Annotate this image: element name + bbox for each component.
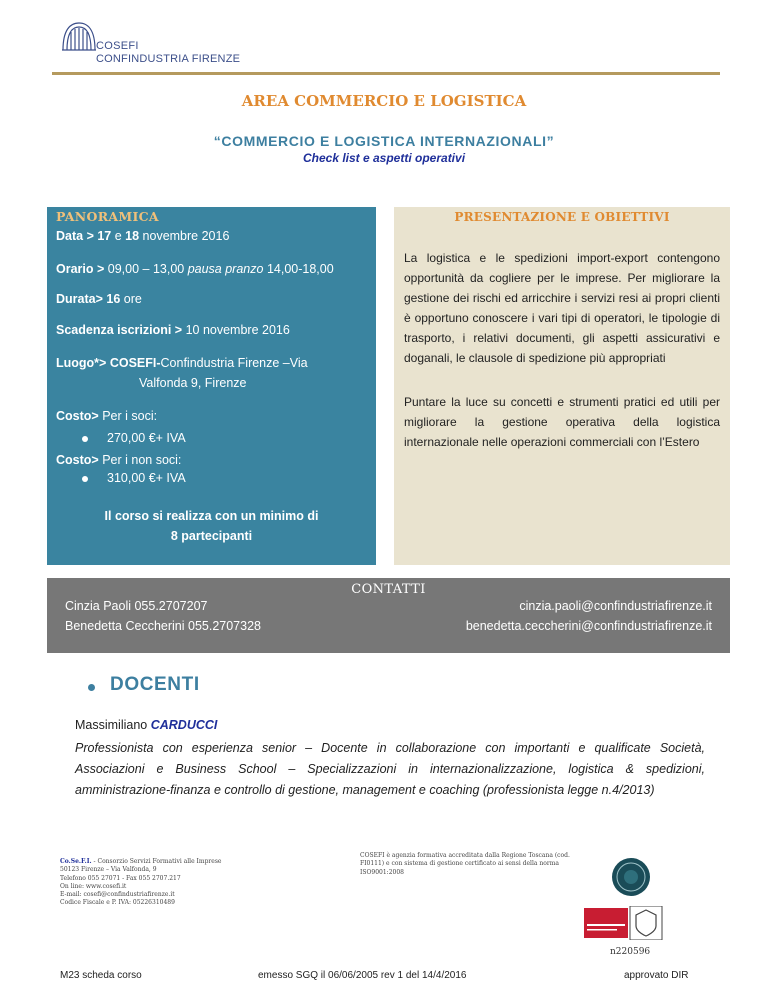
panoramica-heading: PANORAMICA	[56, 209, 159, 224]
certificate-number: n220596	[610, 947, 651, 957]
course-duration	[56, 292, 142, 306]
date-day2: 18	[125, 229, 140, 243]
presentazione-paragraph: La logistica e le spedizioni import-export contengono opportunità da cogliere per le imprese. Per migliorare la gestione dei rischi ed arricchire i servizi resi ai propri clienti è opportuno conoscere i vari tipi di operatori, le tipologie di trasporto, i relativi documenti, gli aspetti assicurativi e doganali, le clausole di spedizione più appropriati	[404, 251, 720, 365]
obiettivi-paragraph: Puntare la luce su concetti e strumenti pratici ed utili per migliorare la gestione operativa della logistica internazionale nelle operazioni commerciali con l’Estero	[404, 395, 720, 449]
docenti-heading: DOCENTI	[110, 674, 200, 695]
course-location	[56, 356, 308, 370]
teacher-bio: Professionista con esperienza senior – Docente in collaborazione con importanti e qualificate Società, Associazioni e Business School – Specializzazioni in internazionalizzazione, logistica & spedizioni, amministrazione-finanza e controllo di gestione, management e coaching (professionista legge n.4/2013)	[75, 741, 705, 797]
organization-website: On line: www.cosefi.it	[60, 882, 127, 890]
course-subtitle: Check list e aspetti operativi	[302, 151, 466, 165]
nonmembers-price-value: 310,00 €+ IVA	[107, 471, 186, 485]
organization-name: Co.Se.F.I.	[60, 858, 92, 865]
registration-deadline	[56, 323, 290, 337]
hours-morning: 09,00 – 13,00	[107, 262, 188, 276]
contacts-heading: CONTATTI	[351, 582, 426, 597]
presentazione-panel	[394, 207, 730, 565]
organization-phone: Telefono 055 27071 - Fax 055 2707.217	[60, 874, 181, 882]
document-issue-info: emesso SGQ il 06/06/2005 rev 1 del 14/4/2016	[258, 970, 467, 981]
hours-afternoon: 14,00-18,00	[263, 262, 334, 276]
teacher-last-name: CARDUCCI	[150, 718, 218, 732]
contacts-bar	[47, 578, 730, 653]
presentazione-heading: PRESENTAZIONE E OBIETTIVI	[454, 210, 670, 224]
contact-phone-1: Cinzia Paoli 055.2707207	[65, 599, 208, 613]
location-org: COSEFI-	[109, 356, 161, 370]
header-divider	[52, 72, 720, 75]
organization-desc: - Consorzio Servizi Formativi alle Imprese	[91, 858, 222, 865]
members-price	[107, 431, 186, 445]
date-month: novembre 2016	[139, 229, 230, 243]
document-code: M23 scheda corso	[60, 970, 142, 981]
nonmembers-label: Per i non soci:	[98, 453, 182, 467]
hours-label: Orario >	[56, 262, 108, 276]
confindustria-logo-icon	[60, 20, 98, 54]
location-address: Valfonda 9, Firenze	[139, 376, 247, 390]
minimum-participants-count: 8 partecipanti	[170, 529, 253, 543]
course-hours	[56, 262, 334, 276]
bureau-veritas-seal-icon	[584, 906, 664, 940]
deadline-label: Scadenza iscrizioni >	[56, 323, 186, 337]
nonmembers-price	[107, 471, 186, 485]
contact-email-1[interactable]: cinzia.paoli@confindustriafirenze.it	[519, 599, 712, 613]
bullet-icon	[82, 436, 88, 442]
cost-nonmembers	[56, 453, 181, 467]
organization-line	[60, 858, 290, 866]
course-dates	[56, 229, 229, 243]
duration-unit: ore	[120, 292, 142, 306]
cost-members	[56, 409, 157, 423]
accredia-seal-icon	[612, 858, 650, 896]
location-value: Confindustria Firenze –Via	[160, 356, 308, 370]
organization-email: E-mail: cosefi@confindustriafirenze.it	[60, 891, 175, 899]
contact-email-2[interactable]: benedetta.ceccherini@confindustriafirenze.it	[465, 619, 712, 633]
bullet-icon	[88, 684, 95, 691]
teacher-first-name: Massimiliano	[75, 718, 151, 732]
date-day1: 17	[97, 229, 112, 243]
course-title: “COMMERCIO E LOGISTICA INTERNAZIONALI”	[213, 133, 555, 149]
logo-cosefi: COSEFI	[96, 40, 139, 52]
teacher-name	[75, 718, 217, 732]
contact-phone-2: Benedetta Ceccherini 055.2707328	[65, 619, 261, 633]
members-price-value: 270,00 €+ IVA	[107, 431, 186, 445]
date-connector: e	[111, 229, 126, 243]
panoramica-panel	[47, 207, 376, 565]
organization-address: 50123 Firenze – Via Valfonda, 9	[60, 866, 157, 874]
accreditation-note: COSEFI è agenzia formativa accreditata dalla Regione Toscana (cod. FI0111) e con sistema di gestione certificato ai sensi della norma ISO9001:2008	[360, 852, 570, 876]
dates-label: Data >	[56, 229, 98, 243]
cost-label: Costo>	[56, 409, 99, 423]
location-label: Luogo*>	[56, 356, 110, 370]
logo-confindustria: CONFINDUSTRIA FIRENZE	[96, 53, 241, 65]
lunch-break-label: pausa pranzo	[187, 262, 264, 276]
duration-label: Durata>	[56, 292, 107, 306]
minimum-participants-note: Il corso si realizza con un minimo di	[104, 509, 319, 523]
organization-vat: Codice Fiscale e P. IVA: 05226310489	[60, 899, 175, 907]
document-approval: approvato DIR	[624, 970, 689, 981]
organization-info	[60, 858, 290, 908]
deadline-value: 10 novembre 2016	[185, 323, 290, 337]
duration-value: 16	[106, 292, 121, 306]
cost-label: Costo>	[56, 453, 99, 467]
members-label: Per i soci:	[98, 409, 158, 423]
bullet-icon	[82, 476, 88, 482]
area-title: AREA COMMERCIO E LOGISTICA	[241, 92, 527, 110]
